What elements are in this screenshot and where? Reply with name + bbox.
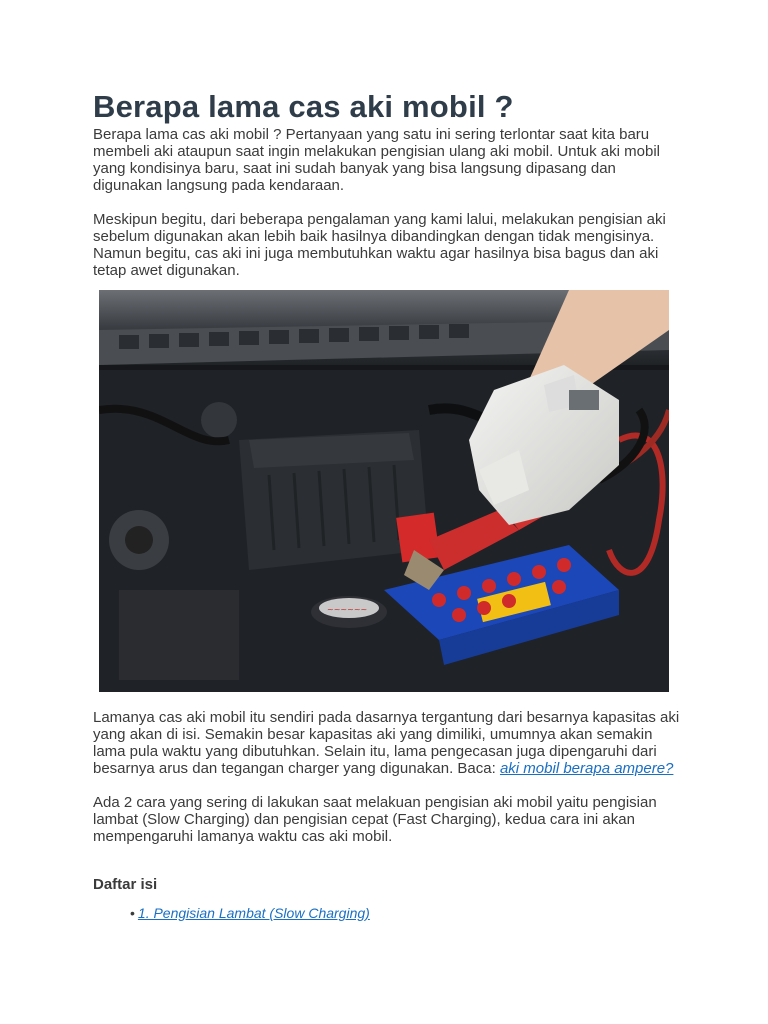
article-header	[93, 88, 683, 279]
article-title: Berapa lama cas aki mobil ?	[93, 89, 514, 124]
engine-bay-illustration	[99, 290, 669, 692]
toc-title: Daftar isi	[93, 876, 158, 893]
paragraph-3-text: Lamanya cas aki mobil itu sendiri pada dasarnya tergantung dari besarnya kapasitas aki yang akan di isi. Semakin besar kapasitas aki yang dimiliki, umumnya akan semakin lama pula waktu yang dibutuhkan. Selain itu, lama pengecasan juga dipengaruhi dari besarnya arus dan tegangan charger yang digunakan. Baca:	[93, 709, 680, 777]
svg-text:~~~~~~: ~~~~~~	[327, 605, 368, 614]
paragraph-3	[93, 709, 683, 777]
intro-paragraph-2: Meskipun begitu, dari beberapa pengalaman yang kami lalui, melakukan pengisian aki sebelum digunakan akan lebih baik hasilnya dibandingkan dengan tidak mengisinya. Namun begitu, cas aki ini juga membutuhkan waktu agar hasilnya bisa bagus dan aki tetap awet digunakan.	[93, 211, 666, 279]
article-body	[93, 709, 683, 922]
table-of-contents	[130, 905, 683, 922]
car-battery-charging-photo	[99, 290, 669, 692]
paragraph-4: Ada 2 cara yang sering di lakukan saat melakuan pengisian aki mobil yaitu pengisian lambat (Slow Charging) dan pengisian cepat (Fast Charging), kedua cara ini akan mempengaruhi lamanya waktu cas aki mobil.	[93, 794, 657, 845]
toc-link-slow-charging[interactable]: 1. Pengisian Lambat (Slow Charging)	[137, 905, 370, 921]
toc-item	[130, 905, 683, 922]
link-aki-mobil-berapa-ampere[interactable]: aki mobil berapa ampere?	[499, 760, 674, 777]
toc-bullet: •	[130, 905, 135, 921]
intro-paragraph-1: Berapa lama cas aki mobil ? Pertanyaan yang satu ini sering terlontar saat kita baru membeli aki ataupun saat ingin melakukan pengisian ulang aki mobil. Untuk aki mobil yang kondisinya baru, saat ini sudah banyak yang bisa langsung dipasang dan digunakan langsung pada kendaraan.	[93, 126, 660, 194]
